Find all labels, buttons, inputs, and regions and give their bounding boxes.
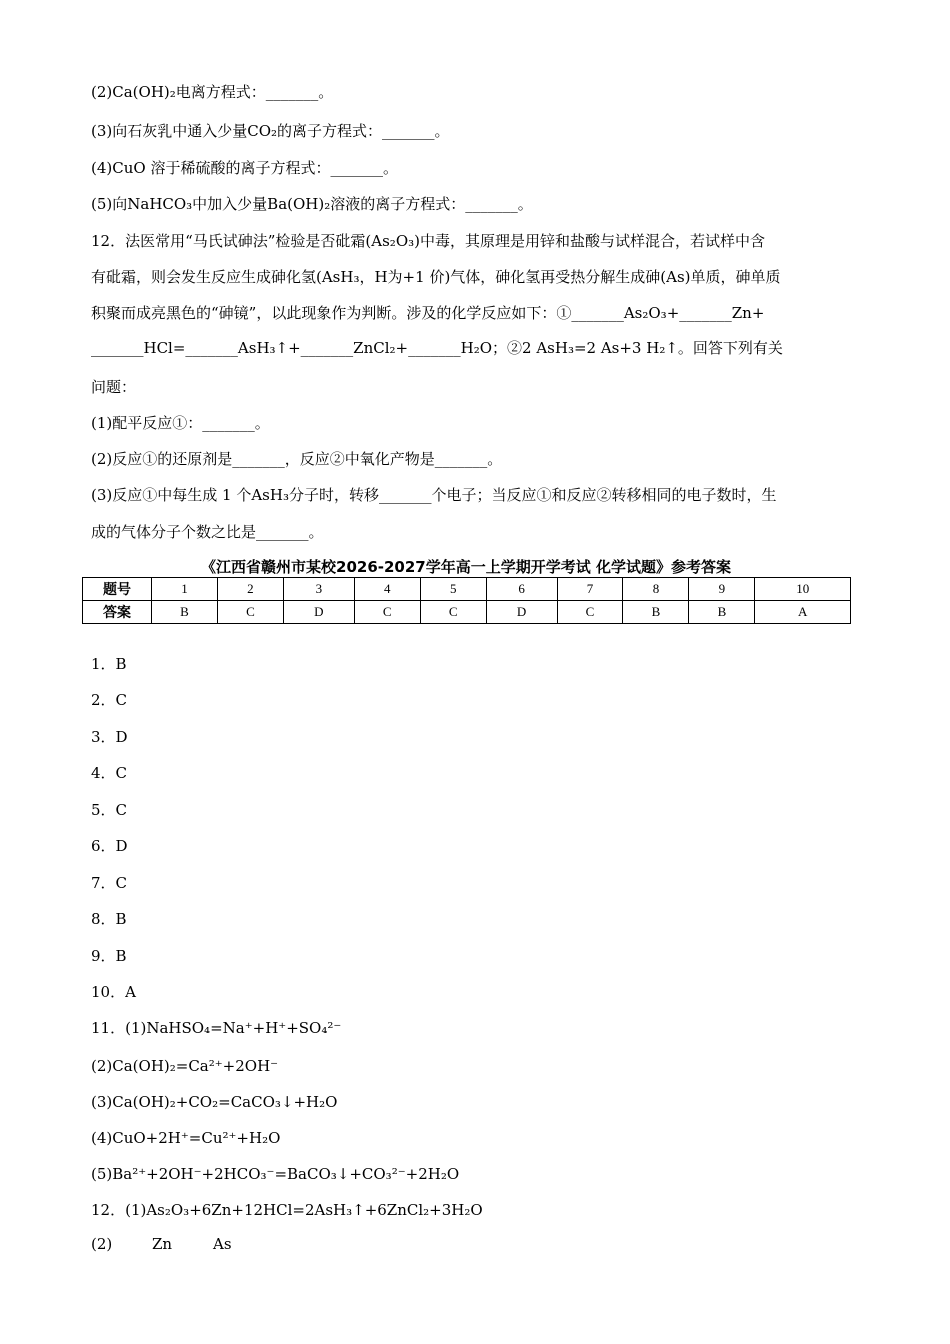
solution-11-1: 11．(1)NaHSO₄=Na⁺+H⁺+SO₄²⁻ xyxy=(91,1019,342,1037)
answer-key-answer: B xyxy=(689,601,755,624)
answer-key-number: 5 xyxy=(420,578,486,601)
answer-key-title: 《江西省赣州市某校2026-2027学年高一上学期开学考试 化学试题》参考答案 xyxy=(201,558,731,576)
answer-key-number: 1 xyxy=(152,578,218,601)
answer-item: 2．C xyxy=(91,691,128,709)
solution-11-4: (4)CuO+2H⁺=Cu²⁺+H₂O xyxy=(91,1129,281,1147)
solution-12-2-label: (2) xyxy=(91,1235,113,1253)
answer-key-answer: D xyxy=(486,601,557,624)
answer-key-answer: C xyxy=(557,601,623,624)
question-12-2: (2)反应①的还原剂是_______，反应②中氧化产物是_______。 xyxy=(91,450,503,468)
question-12-3-line-1: (3)反应①中每生成 1 个AsH₃分子时，转移_______个电子；当反应①和反应②转移相同的电子数时，生 xyxy=(91,486,777,504)
answer-item: 7．C xyxy=(91,874,128,892)
answer-item: 5．C xyxy=(91,801,128,819)
solution-12-2-reductant: Zn xyxy=(152,1235,173,1253)
answer-key-number: 4 xyxy=(354,578,420,601)
solution-11-5: (5)Ba²⁺+2OH⁻+2HCO₃⁻=BaCO₃↓+CO₃²⁻+2H₂O xyxy=(91,1165,460,1183)
answer-key-number-label: 题号 xyxy=(83,578,152,601)
solution-11-3: (3)Ca(OH)₂+CO₂=CaCO₃↓+H₂O xyxy=(91,1093,338,1111)
answer-key-answer: C xyxy=(420,601,486,624)
answer-item: 1．B xyxy=(91,655,127,673)
answer-item: 8．B xyxy=(91,910,127,928)
question-12-line-3: 积聚而成亮黑色的“砷镜”，以此现象作为判断。涉及的化学反应如下：①_______As₂O₃+_______Zn+ xyxy=(91,304,765,322)
answer-key-answer: C xyxy=(217,601,283,624)
answer-item: 3．D xyxy=(91,728,128,746)
answer-key-number: 10 xyxy=(755,578,851,601)
answer-item: 6．D xyxy=(91,837,128,855)
question-12-line-1: 12．法医常用“马氏试砷法”检验是否砒霜(As₂O₃)中毒，其原理是用锌和盐酸与试样混合，若试样中含 xyxy=(91,232,765,250)
answer-key-answer-label: 答案 xyxy=(83,601,152,624)
answer-key-answer: C xyxy=(354,601,420,624)
question-12-line-4: _______HCl=_______AsH₃↑+_______ZnCl₂+_______H₂O；②2 AsH₃=2 As+3 H₂↑。回答下列有关 xyxy=(91,339,783,357)
solution-11-2: (2)Ca(OH)₂=Ca²⁺+2OH⁻ xyxy=(91,1057,279,1075)
answer-item: 4．C xyxy=(91,764,128,782)
answer-key-number: 7 xyxy=(557,578,623,601)
answer-key-number-row xyxy=(83,578,851,601)
question-12-line-2: 有砒霜，则会发生反应生成砷化氢(AsH₃，H为+1 价)气体，砷化氢再受热分解生成砷(As)单质，砷单质 xyxy=(91,268,781,286)
answer-key-answer: D xyxy=(283,601,354,624)
solution-12-1: 12．(1)As₂O₃+6Zn+12HCl=2AsH₃↑+6ZnCl₂+3H₂O xyxy=(91,1201,483,1219)
answer-key-number: 6 xyxy=(486,578,557,601)
answer-key-answer: A xyxy=(755,601,851,624)
answer-item: 10．A xyxy=(91,983,136,1001)
answer-key-number: 9 xyxy=(689,578,755,601)
question-12-3-line-2: 成的气体分子个数之比是_______。 xyxy=(91,523,324,541)
question-12-line-5: 问题： xyxy=(91,378,137,396)
answer-key-answer: B xyxy=(623,601,689,624)
answer-key-table xyxy=(82,577,851,624)
question-11-2: (2)Ca(OH)₂电离方程式：_______。 xyxy=(91,83,334,101)
answer-key-number: 2 xyxy=(217,578,283,601)
answer-key-answer: B xyxy=(152,601,218,624)
question-11-3: (3)向石灰乳中通入少量CO₂的离子方程式：_______。 xyxy=(91,122,450,140)
answer-key-answer-row xyxy=(83,601,851,624)
answer-key-number: 3 xyxy=(283,578,354,601)
answer-key-number: 8 xyxy=(623,578,689,601)
question-11-4: (4)CuO 溶于稀硫酸的离子方程式：_______。 xyxy=(91,159,398,177)
question-11-5: (5)向NaHCO₃中加入少量Ba(OH)₂溶液的离子方程式：_______。 xyxy=(91,195,533,213)
question-12-1: (1)配平反应①：_______。 xyxy=(91,414,270,432)
answer-item: 9．B xyxy=(91,947,127,965)
solution-12-2-oxidation-product: As xyxy=(213,1235,232,1253)
